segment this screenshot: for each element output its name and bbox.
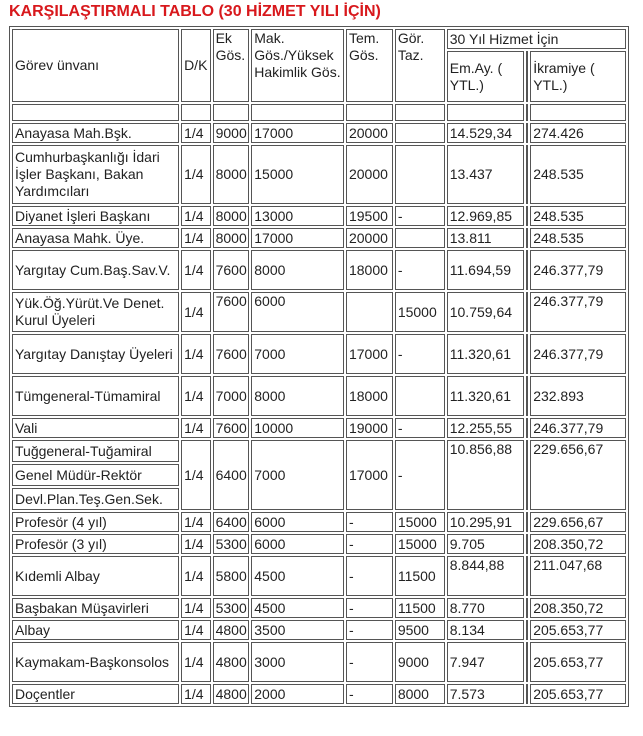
cell-spacer (526, 418, 528, 438)
cell-mak: 4500 (251, 598, 344, 618)
cell-gor (395, 123, 445, 143)
cell-tem: 20000 (346, 123, 393, 143)
cell-tem: 18000 (346, 376, 393, 416)
cell-gor: 15000 (395, 534, 445, 554)
table-row (12, 206, 626, 226)
cell-name: Yargıtay Cum.Baş.Sav.V. (12, 250, 179, 290)
blank-cell (395, 104, 445, 121)
cell-name: Diyanet İşleri Başkanı (12, 206, 179, 226)
cell-ikr: 246.377,79 (530, 334, 626, 374)
header-spacer (526, 51, 528, 102)
cell-name: Anayasa Mahk. Üye. (12, 228, 179, 248)
cell-emay: 12.255,55 (447, 418, 524, 438)
cell-ek: 7600 (213, 334, 250, 374)
cell-emay: 8.844,88 (447, 556, 524, 596)
table-row (12, 376, 626, 416)
table-row (12, 556, 626, 596)
cell-gor: - (395, 206, 445, 226)
cell-ikr: 246.377,79 (530, 292, 626, 332)
cell-spacer (526, 145, 528, 204)
cell-spacer (526, 598, 528, 618)
cell-spacer (526, 334, 528, 374)
header-tem: Tem. Gös. (346, 29, 393, 102)
cell-mak: 15000 (251, 145, 344, 204)
blank-cell (181, 104, 211, 121)
cell-spacer (526, 440, 528, 510)
cell-ek: 7600 (213, 418, 250, 438)
cell-dk: 1/4 (181, 334, 211, 374)
cell-gor: 11500 (395, 556, 445, 596)
cell-gor: - (395, 250, 445, 290)
blank-cell (530, 104, 626, 121)
cell-tem: - (346, 598, 393, 618)
cell-dk: 1/4 (181, 228, 211, 248)
cell-name: Yük.Öğ.Yürüt.Ve Denet. Kurul Üyeleri (12, 292, 179, 332)
cell-emay: 11.320,61 (447, 376, 524, 416)
cell-dk: 1/4 (181, 440, 211, 510)
cell-dk: 1/4 (181, 556, 211, 596)
cell-dk: 1/4 (181, 684, 211, 704)
cell-ikr: 246.377,79 (530, 250, 626, 290)
cell-dk: 1/4 (181, 123, 211, 143)
table-row (12, 123, 626, 143)
cell-ikr: 205.653,77 (530, 620, 626, 640)
cell-spacer (526, 684, 528, 704)
cell-ek: 4800 (213, 620, 250, 640)
cell-name: Profesör (4 yıl) (12, 512, 179, 532)
cell-dk: 1/4 (181, 292, 211, 332)
table-row (12, 534, 626, 554)
cell-mak: 10000 (251, 418, 344, 438)
cell-name: Tümgeneral-Tümamiral (12, 376, 179, 416)
cell-tem: 20000 (346, 228, 393, 248)
cell-mak: 17000 (251, 123, 344, 143)
cell-tem: - (346, 684, 393, 704)
cell-gor: - (395, 440, 445, 510)
cell-spacer (526, 376, 528, 416)
cell-ek: 6400 (213, 512, 250, 532)
cell-dk: 1/4 (181, 620, 211, 640)
comparison-table (9, 26, 629, 707)
cell-tem: - (346, 556, 393, 596)
cell-gor: - (395, 418, 445, 438)
cell-name: Albay (12, 620, 179, 640)
cell-tem: 20000 (346, 145, 393, 204)
blank-cell (526, 104, 528, 121)
cell-mak: 8000 (251, 250, 344, 290)
table-row (12, 145, 626, 204)
blank-cell (346, 104, 393, 121)
cell-name: Kıdemli Albay (12, 556, 179, 596)
cell-emay: 8.770 (447, 598, 524, 618)
cell-ek: 7600 (213, 292, 250, 332)
cell-emay: 14.529,34 (447, 123, 524, 143)
cell-ikr: 246.377,79 (530, 418, 626, 438)
cell-ek: 4800 (213, 642, 250, 682)
cell-name: Vali (12, 418, 179, 438)
cell-emay: 13.437 (447, 145, 524, 204)
cell-ikr: 248.535 (530, 228, 626, 248)
cell-ek: 7000 (213, 376, 250, 416)
cell-mak: 8000 (251, 376, 344, 416)
table-row (12, 684, 626, 704)
cell-gor (395, 145, 445, 204)
cell-spacer (526, 512, 528, 532)
cell-ikr: 205.653,77 (530, 642, 626, 682)
cell-mak: 4500 (251, 556, 344, 596)
blank-cell (12, 104, 179, 121)
cell-dk: 1/4 (181, 512, 211, 532)
header-mak: Mak. Gös./Yüksek Hakimlik Gös. (251, 29, 344, 102)
cell-ikr: 229.656,67 (530, 440, 626, 510)
cell-emay: 13.811 (447, 228, 524, 248)
cell-ikr: 208.350,72 (530, 598, 626, 618)
cell-gor: - (395, 334, 445, 374)
cell-spacer (526, 534, 528, 554)
cell-mak: 6000 (251, 534, 344, 554)
header-ikr: İkramiye ( YTL.) (530, 51, 626, 102)
cell-ikr: 232.893 (530, 376, 626, 416)
cell-tem: 19000 (346, 418, 393, 438)
cell-gor: 15000 (395, 292, 445, 332)
header-emay: Em.Ay. ( YTL.) (447, 51, 524, 102)
cell-ek: 6400 (213, 440, 250, 510)
header-group: 30 Yıl Hizmet İçin (447, 29, 626, 49)
cell-ek: 7600 (213, 250, 250, 290)
cell-spacer (526, 556, 528, 596)
cell-ikr: 205.653,77 (530, 684, 626, 704)
table-row (12, 418, 626, 438)
cell-tem (346, 292, 393, 332)
cell-dk: 1/4 (181, 534, 211, 554)
cell-name: Başbakan Müşavirleri (12, 598, 179, 618)
blank-row (12, 104, 626, 121)
cell-gor: 9500 (395, 620, 445, 640)
cell-ikr: 274.426 (530, 123, 626, 143)
cell-ek: 4800 (213, 684, 250, 704)
cell-mak: 7000 (251, 440, 344, 510)
cell-ek: 5300 (213, 598, 250, 618)
cell-ikr: 248.535 (530, 206, 626, 226)
cell-emay: 9.705 (447, 534, 524, 554)
cell-gor (395, 228, 445, 248)
cell-tem: 17000 (346, 334, 393, 374)
table-row (12, 512, 626, 532)
cell-ek: 9000 (213, 123, 250, 143)
cell-mak: 6000 (251, 512, 344, 532)
cell-emay: 8.134 (447, 620, 524, 640)
table-title: KARŞILAŞTIRMALI TABLO (30 HİZMET YILI İÇİN) (9, 3, 381, 20)
cell-spacer (526, 620, 528, 640)
cell-spacer (526, 123, 528, 143)
cell-emay: 11.320,61 (447, 334, 524, 374)
table-row (12, 598, 626, 618)
blank-cell (251, 104, 344, 121)
cell-gor: 11500 (395, 598, 445, 618)
header-gorev: Görev ünvanı (12, 29, 179, 102)
cell-emay: 7.573 (447, 684, 524, 704)
cell-mak: 3500 (251, 620, 344, 640)
header-row-top (12, 29, 626, 49)
cell-name: Cumhurbaşkanlığı İdari İşler Başkanı, Bakan Yardımcıları (12, 145, 179, 204)
cell-name: Doçentler (12, 684, 179, 704)
cell-ikr: 208.350,72 (530, 534, 626, 554)
cell-mak: 17000 (251, 228, 344, 248)
cell-dk: 1/4 (181, 145, 211, 204)
cell-spacer (526, 250, 528, 290)
cell-mak: 13000 (251, 206, 344, 226)
header-ek: Ek Gös. (213, 29, 250, 102)
cell-gor: 8000 (395, 684, 445, 704)
cell-name: Kaymakam-Başkonsolos (12, 642, 179, 682)
cell-tem: 18000 (346, 250, 393, 290)
cell-dk: 1/4 (181, 206, 211, 226)
cell-spacer (526, 642, 528, 682)
cell-spacer (526, 228, 528, 248)
header-gor: Gör. Taz. (395, 29, 445, 102)
cell-ek: 8000 (213, 206, 250, 226)
header-dk: D/K (181, 29, 211, 102)
table-row (12, 250, 626, 290)
cell-name: Tuğgeneral-Tuğamiral (12, 440, 179, 462)
cell-gor: 15000 (395, 512, 445, 532)
cell-name: Yargıtay Danıştay Üyeleri (12, 334, 179, 374)
cell-ikr: 211.047,68 (530, 556, 626, 596)
cell-tem: 19500 (346, 206, 393, 226)
cell-mak: 3000 (251, 642, 344, 682)
cell-spacer (526, 206, 528, 226)
cell-tem: - (346, 620, 393, 640)
table-row (12, 228, 626, 248)
cell-mak: 2000 (251, 684, 344, 704)
table-row (12, 334, 626, 374)
cell-mak: 6000 (251, 292, 344, 332)
table-row (12, 440, 626, 462)
blank-cell (447, 104, 524, 121)
cell-ikr: 229.656,67 (530, 512, 626, 532)
cell-tem: - (346, 642, 393, 682)
cell-emay: 10.759,64 (447, 292, 524, 332)
cell-name: Anayasa Mah.Bşk. (12, 123, 179, 143)
cell-ek: 8000 (213, 145, 250, 204)
cell-name: Devl.Plan.Teş.Gen.Sek. (12, 488, 179, 510)
cell-ikr: 248.535 (530, 145, 626, 204)
cell-emay: 11.694,59 (447, 250, 524, 290)
cell-gor (395, 376, 445, 416)
table-row (12, 292, 626, 332)
cell-mak: 7000 (251, 334, 344, 374)
cell-gor: 9000 (395, 642, 445, 682)
cell-emay: 10.856,88 (447, 440, 524, 510)
cell-ek: 8000 (213, 228, 250, 248)
cell-ek: 5800 (213, 556, 250, 596)
cell-tem: 17000 (346, 440, 393, 510)
cell-dk: 1/4 (181, 250, 211, 290)
cell-emay: 12.969,85 (447, 206, 524, 226)
cell-tem: - (346, 534, 393, 554)
blank-cell (213, 104, 250, 121)
cell-emay: 7.947 (447, 642, 524, 682)
cell-name: Profesör (3 yıl) (12, 534, 179, 554)
cell-dk: 1/4 (181, 642, 211, 682)
cell-name: Genel Müdür-Rektör (12, 464, 179, 486)
table-row (12, 620, 626, 640)
cell-dk: 1/4 (181, 598, 211, 618)
cell-tem: - (346, 512, 393, 532)
cell-emay: 10.295,91 (447, 512, 524, 532)
cell-ek: 5300 (213, 534, 250, 554)
cell-dk: 1/4 (181, 418, 211, 438)
cell-spacer (526, 292, 528, 332)
cell-dk: 1/4 (181, 376, 211, 416)
table-row (12, 642, 626, 682)
